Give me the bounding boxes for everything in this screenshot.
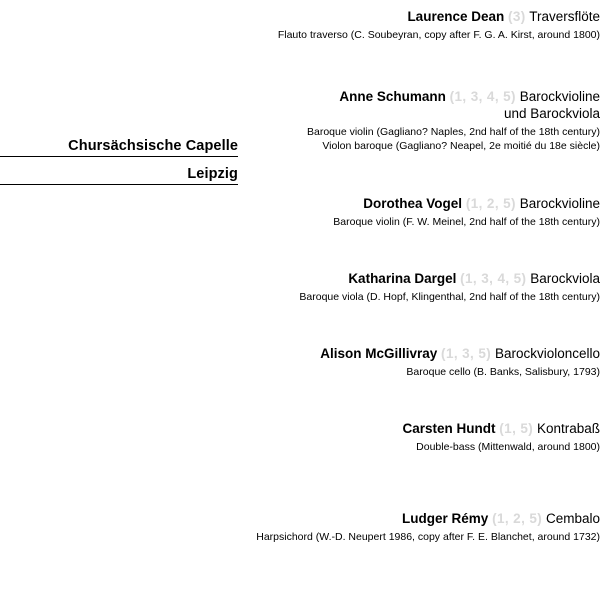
performer-instrument-en: Baroque cello (B. Banks, Salisbury, 1793) <box>406 366 600 378</box>
performer-headline <box>252 345 600 362</box>
performer-headline <box>252 270 600 287</box>
performer-headline <box>252 420 600 437</box>
performer-role-line-2: und Barockviola <box>503 106 600 121</box>
performer-headline <box>252 510 600 527</box>
performer-name: Alison McGillivray <box>320 346 438 361</box>
performer-name: Carsten Hundt <box>402 421 496 436</box>
performer-role: Kontrabaß <box>536 421 600 436</box>
performer-track-numbers: (3) <box>508 9 526 24</box>
ensemble-divider-top <box>0 156 238 157</box>
performer-role: Cembalo <box>545 511 600 526</box>
performer-instrument-en: Baroque viola (D. Hopf, Klingenthal, 2nd half of the 18th century) <box>299 291 600 303</box>
performer-role: Barockviola <box>530 271 600 286</box>
performer-name: Ludger Rémy <box>402 511 489 526</box>
performer-track-numbers: (1, 3, 5) <box>441 346 492 361</box>
performer-entry <box>252 345 600 379</box>
performer-role: Traversflöte <box>529 9 600 24</box>
ensemble-name-line-1: Chursächsische Capelle <box>68 138 238 154</box>
ensemble-block <box>0 138 238 185</box>
performer-headline <box>252 8 600 25</box>
performer-role: Barockvioline <box>519 89 600 104</box>
performer-track-numbers: (1, 5) <box>499 421 534 436</box>
performer-instrument-en: Harpsichord (W.-D. Neupert 1986, copy after F. E. Blanchet, around 1732) <box>256 531 600 543</box>
performer-instrument-en: Baroque violin (Gagliano? Naples, 2nd half of the 18th century) <box>306 126 600 138</box>
performer-track-numbers: (1, 2, 5) <box>465 196 516 211</box>
performer-headline <box>252 88 600 105</box>
performer-entry <box>252 88 600 153</box>
performer-entry <box>252 195 600 229</box>
performer-name: Anne Schumann <box>339 89 446 104</box>
performer-instrument-en: Flauto traverso (C. Soubeyran, copy after F. G. A. Kirst, around 1800) <box>277 29 600 41</box>
performer-role: Barockvioloncello <box>494 346 600 361</box>
performer-track-numbers: (1, 3, 4, 5) <box>449 89 516 104</box>
performer-name: Dorothea Vogel <box>363 196 463 211</box>
performer-name: Katharina Dargel <box>348 271 457 286</box>
ensemble-name-line-2: Leipzig <box>187 166 238 182</box>
performer-track-numbers: (1, 3, 4, 5) <box>460 271 527 286</box>
performer-entry <box>252 420 600 454</box>
performer-entry <box>252 8 600 42</box>
ensemble-divider-bottom <box>0 184 238 185</box>
performer-role: Barockvioline <box>519 196 600 211</box>
performer-instrument-en: Double-bass (Mittenwald, around 1800) <box>416 441 600 453</box>
performer-entry <box>252 510 600 544</box>
performer-headline <box>252 195 600 212</box>
performer-name: Laurence Dean <box>407 9 505 24</box>
performer-entry <box>252 270 600 304</box>
performer-track-numbers: (1, 2, 5) <box>492 511 543 526</box>
performer-instrument-fr: Violon baroque (Gagliano? Neapel, 2e moitié du 18e siècle) <box>322 140 600 152</box>
performer-instrument-en: Baroque violin (F. W. Meinel, 2nd half of the 18th century) <box>333 216 600 228</box>
